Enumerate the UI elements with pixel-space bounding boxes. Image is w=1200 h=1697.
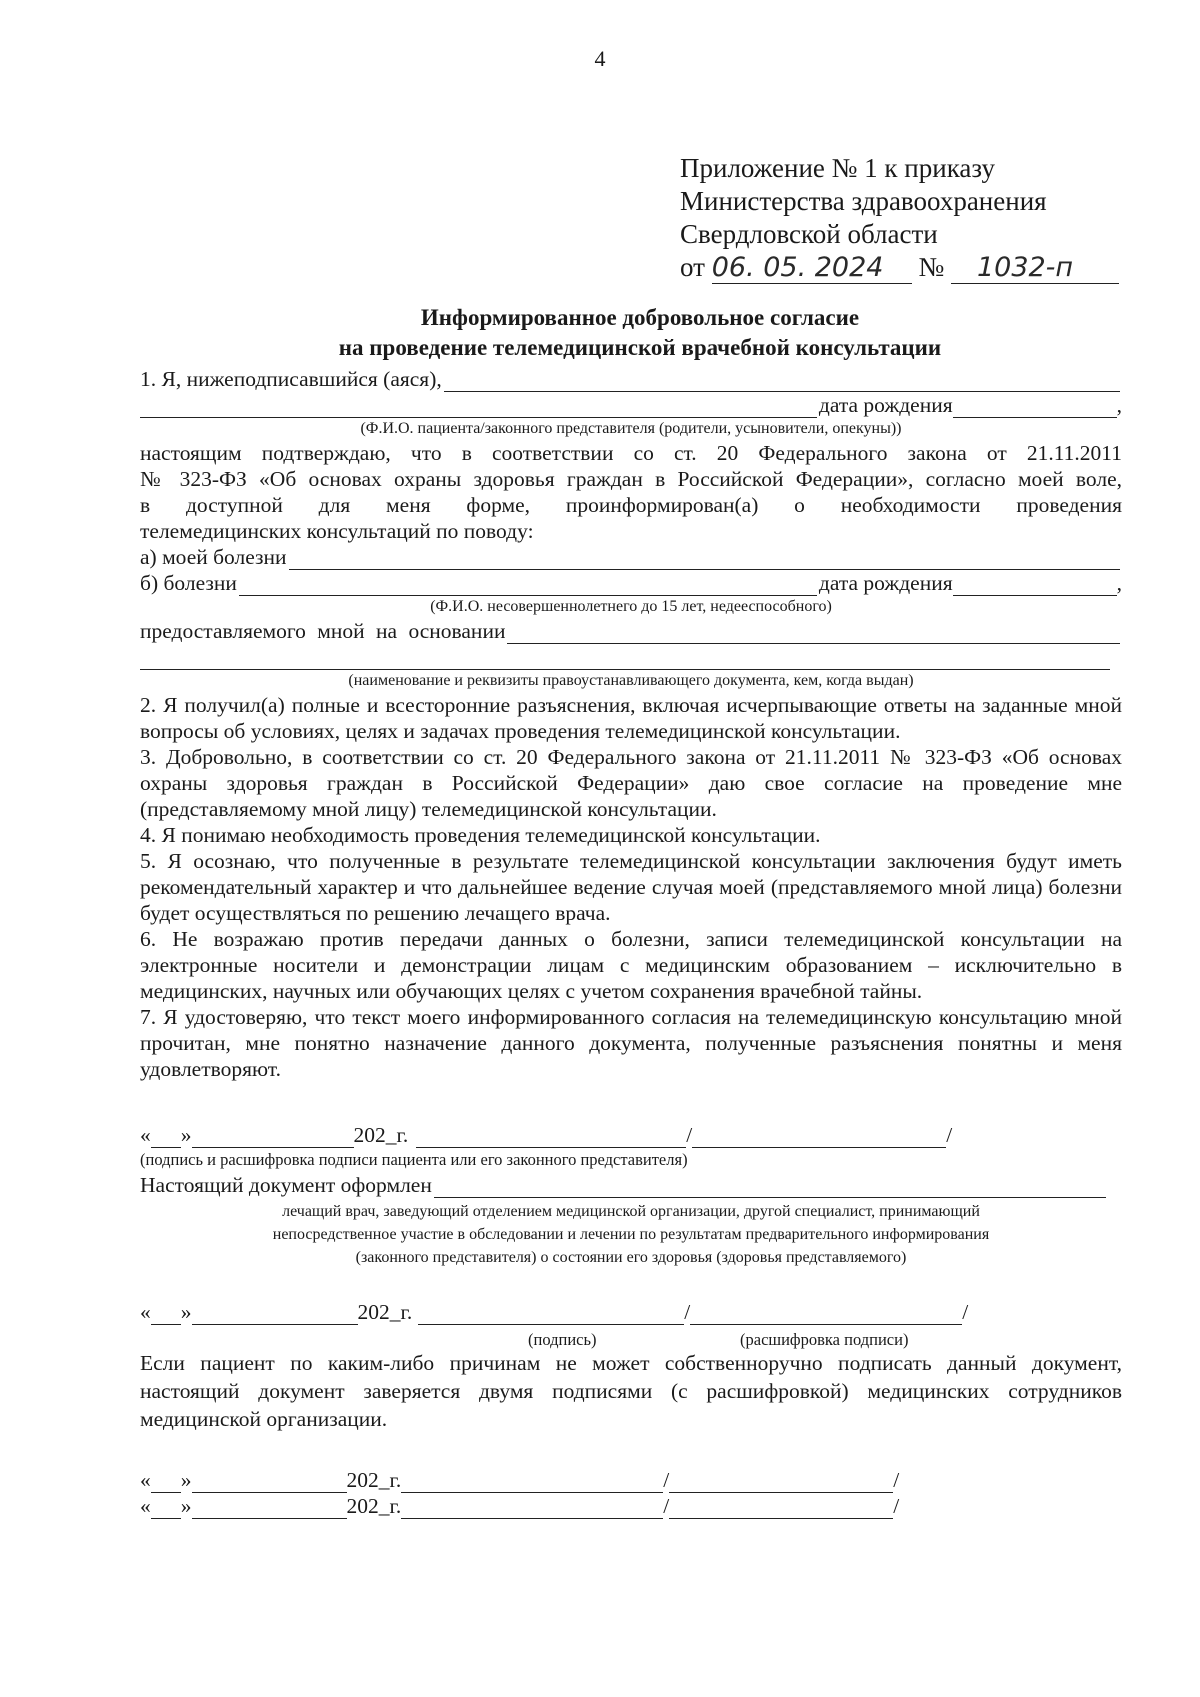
basis-field-2[interactable]	[140, 649, 1110, 670]
i-undersigned-label: 1. Я, нижеподписавшийся (аяся),	[140, 367, 442, 391]
quote-close: »	[180, 1300, 192, 1324]
day-field[interactable]	[151, 1472, 181, 1493]
slash: /	[946, 1123, 953, 1147]
day-field[interactable]	[151, 1127, 181, 1148]
month-field[interactable]	[192, 1472, 347, 1493]
appendix-line-2: Министерства здравоохранения	[680, 186, 1047, 216]
order-number-field	[951, 253, 1119, 284]
birth-date-label: дата рождения	[818, 393, 953, 417]
patient-birth-line	[140, 392, 1122, 418]
caption-doctor-1: лечащий врач, заведующий отделением медицинской организации, другой специалист, принимающий	[282, 1203, 980, 1220]
paragraph-2: 2. Я получил(а) полные и всесторонние разъяснения, включая исчерпывающие ответы на заданные мной вопросы об условиях, целях и задачах проведения телемедицинской консультации.	[140, 693, 1122, 743]
witness-1-signature-field[interactable]	[401, 1472, 663, 1493]
basis-field[interactable]	[507, 623, 1120, 644]
caption-document: (наименование и реквизиты правоустанавливающего документа, кем, когда выдан)	[348, 672, 914, 689]
item-a-line	[140, 544, 1122, 570]
witness-2-decode-field[interactable]	[669, 1498, 893, 1519]
caption-doctor-3: (законного представителя) о состоянии его здоровья (здоровья представляемого)	[355, 1249, 907, 1266]
closing-note: Если пациент по каким-либо причинам не может собственноручно подписать данный документ, настоящий документ заверяется двумя подписями (с расшифровкой) медицинских сотрудников медицинской организации.	[140, 1351, 1122, 1431]
item-a-label: а) моей болезни	[140, 545, 287, 569]
quote-close: »	[180, 1494, 192, 1518]
number-label: №	[918, 252, 945, 282]
year-label: 202_г.	[346, 1468, 402, 1492]
paragraph-4: 4. Я понимаю необходимость проведения телемедицинской консультации.	[140, 823, 821, 847]
quote-open: «	[140, 1494, 151, 1518]
appendix-block	[680, 152, 1119, 284]
paragraph-5: 5. Я осознаю, что полученные в результате телемедицинской консультации заключения будут иметь рекомендательный характер и что дальнейшее ведение случая моей (представляемого мной лица) болезни будет осуществляться по решению лечащего врача.	[140, 849, 1122, 925]
slash: /	[663, 1494, 670, 1518]
minor-name-field[interactable]	[239, 575, 817, 596]
caption-fio: (Ф.И.О. пациента/законного представителя (родители, усыновители, опекуны))	[360, 420, 902, 437]
order-date-field	[712, 253, 912, 284]
slash: /	[893, 1468, 900, 1492]
slash: /	[663, 1468, 670, 1492]
patient-signature-line	[140, 1122, 1122, 1148]
month-field[interactable]	[192, 1127, 354, 1148]
paragraph-3: 3. Добровольно, в соответствии со ст. 20 Федерального закона от 21.11.2011 № 323-ФЗ «Об основах охраны здоровья граждан в Российской Федерации» даю свое согласие на проведение мне (представляемому мной лицу) телемедицинской консультации.	[140, 745, 1122, 821]
appendix-date-line	[680, 251, 1119, 284]
from-label: от	[680, 252, 705, 282]
quote-close: »	[180, 1123, 192, 1147]
quote-close: »	[180, 1468, 192, 1492]
confirm-line-3: в доступной для меня форме, проинформирован(а) о необходимости проведения	[140, 493, 1122, 517]
page-number: 4	[594, 46, 606, 71]
basis-label: предоставляемого мной на основании	[140, 619, 506, 643]
confirm-line-2: № 323-ФЗ «Об основах охраны здоровья граждан в Российской Федерации», согласно моей воле,	[140, 467, 1122, 491]
caption-decode: (расшифровка подписи)	[740, 1330, 909, 1349]
confirm-line-4: телемедицинских консультаций по поводу:	[140, 519, 534, 543]
day-field[interactable]	[151, 1304, 181, 1325]
comma: ,	[1116, 571, 1122, 595]
patient-birth-date-field[interactable]	[953, 397, 1117, 418]
patient-name-field[interactable]	[444, 371, 1120, 392]
doctor-signature-captions	[140, 1325, 1122, 1349]
doctor-signature-field[interactable]	[418, 1304, 684, 1325]
appendix-line-1: Приложение № 1 к приказу	[680, 153, 995, 183]
quote-open: «	[140, 1468, 151, 1492]
document-title-line-1: Информированное добровольное согласие	[420, 305, 860, 330]
issued-by-label: Настоящий документ оформлен	[140, 1173, 432, 1197]
caption-minor: (Ф.И.О. несовершеннолетнего до 15 лет, недееспособного)	[430, 598, 832, 615]
day-field[interactable]	[151, 1498, 181, 1519]
witness-2-signature-field[interactable]	[401, 1498, 663, 1519]
doctor-signature-line	[140, 1299, 1122, 1325]
appendix-line-3: Свердловской области	[680, 219, 938, 249]
year-label: 202_г.	[353, 1123, 409, 1147]
birth-date-label-2: дата рождения	[818, 571, 953, 595]
signature-field[interactable]	[416, 1127, 686, 1148]
quote-open: «	[140, 1123, 151, 1147]
doctor-decode-field[interactable]	[690, 1304, 962, 1325]
slash: /	[686, 1123, 693, 1147]
confirm-line-1: настоящим подтверждаю, что в соответствии со ст. 20 Федерального закона от 21.11.2011	[140, 441, 1122, 465]
slash: /	[684, 1300, 691, 1324]
basis-line-2	[140, 644, 1122, 670]
minor-birth-date-field[interactable]	[953, 575, 1117, 596]
basis-line	[140, 618, 1122, 644]
own-illness-field[interactable]	[289, 549, 1120, 570]
quote-open: «	[140, 1300, 151, 1324]
month-field[interactable]	[192, 1304, 358, 1325]
caption-sign: (подпись)	[528, 1330, 597, 1349]
comma: ,	[1116, 393, 1122, 417]
consent-body	[140, 366, 1122, 1519]
item-b-label: б) болезни	[140, 571, 237, 595]
patient-name-field-2[interactable]	[140, 397, 817, 418]
month-field[interactable]	[192, 1498, 347, 1519]
paragraph-6: 6. Не возражаю против передачи данных о болезни, записи телемедицинской консультации на электронные носители и демонстрации лицам с медицинским образованием – исключительно в медицинских, научных или обучающих целях с учетом сохранения врачебной тайны.	[140, 927, 1122, 1003]
year-label: 202_г.	[346, 1494, 402, 1518]
caption-patient-signature: (подпись и расшифровка подписи пациента или его законного представителя)	[140, 1150, 688, 1169]
issued-by-field[interactable]	[434, 1177, 1106, 1198]
patient-name-line	[140, 366, 1122, 392]
order-date-handwritten: 06. 05. 2024	[711, 252, 884, 283]
signature-decode-field[interactable]	[692, 1127, 946, 1148]
item-b-line	[140, 570, 1122, 596]
slash: /	[962, 1300, 969, 1324]
paragraph-7: 7. Я удостоверяю, что текст моего информированного согласия на телемедицинскую консультацию мной прочитан, мне понятно назначение данного документа, полученные разъяснения понятны и меня удовлетворяют.	[140, 1005, 1122, 1081]
witness-signature-line-1	[140, 1467, 1122, 1493]
caption-doctor-2: непосредственное участие в обследовании и лечении по результатам предварительного информирования	[272, 1226, 990, 1243]
slash: /	[893, 1494, 900, 1518]
order-number-handwritten: 1032-п	[976, 252, 1074, 283]
witness-signature-line-2	[140, 1493, 1122, 1519]
issued-by-line	[140, 1172, 1122, 1198]
document-title-line-2: на проведение телемедицинской врачебной консультации	[338, 335, 942, 360]
year-label: 202_г.	[357, 1300, 413, 1324]
witness-1-decode-field[interactable]	[669, 1472, 893, 1493]
